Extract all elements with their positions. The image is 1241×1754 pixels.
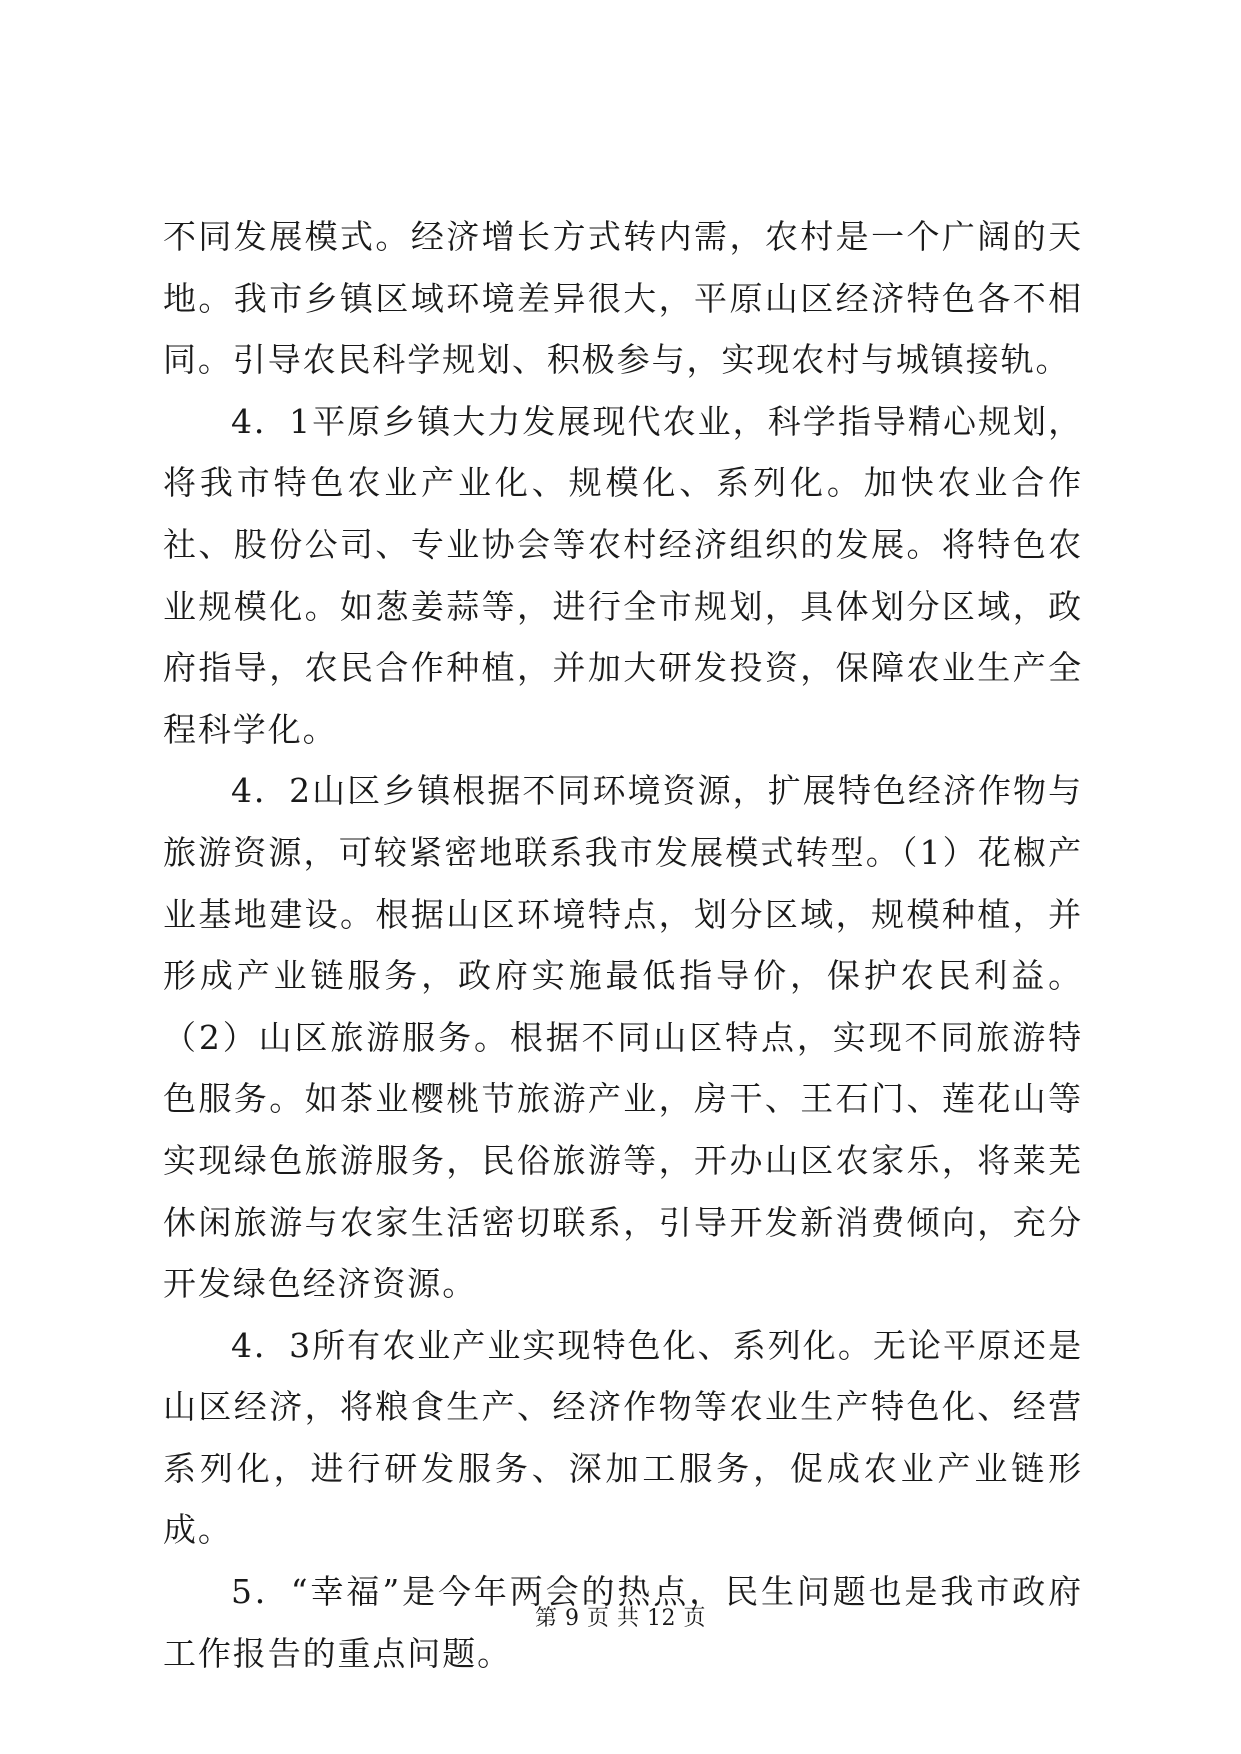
page-number-footer: 第 9 页 共 12 页 bbox=[535, 1606, 706, 1631]
paragraph: 4．1平原乡镇大力发展现代农业，科学指导精心规划，将我市特色农业产业化、规模化、系列化。加快农业合作社、股份公司、专业协会等农村经济组织的发展。将特色农业规模化。如葱姜蒜等，进行全市规划，具体划分区域，政府指导，农民合作种植，并加大研发投资，保障农业生产全程科学化。 bbox=[163, 401, 1083, 749]
paragraph: 4．3所有农业产业实现特色化、系列化。无论平原还是山区经济，将粮食生产、经济作物等农业生产特色化、经营系列化，进行研发服务、深加工服务，促成农业产业链形成。 bbox=[163, 1325, 1083, 1550]
paragraph: 4．2山区乡镇根据不同环境资源，扩展特色经济作物与旅游资源，可较紧密地联系我市发展模式转型。（1）花椒产业基地建设。根据山区环境特点，划分区域，规模种植，并形成产业链服务，政府实施最低指导价，保护农民利益。（2）山区旅游服务。根据不同山区特点，实现不同旅游特色服务。如茶业樱桃节旅游产业，房干、王石门、莲花山等实现绿色旅游服务，民俗旅游等，开办山区农家乐，将莱芜休闲旅游与农家生活密切联系，引导开发新消费倾向，充分开发绿色经济资源。 bbox=[163, 771, 1083, 1304]
paragraph: 5．“幸福”是今年两会的热点，民生问题也是我市政府工作报告的重点问题。 bbox=[163, 1572, 1083, 1673]
paragraph: 不同发展模式。经济增长方式转内需，农村是一个广阔的天地。我市乡镇区域环境差异很大，平原山区经济特色各不相同。引导农民科学规划、积极参与，实现农村与城镇接轨。 bbox=[163, 217, 1083, 380]
document-body bbox=[163, 206, 1083, 1684]
